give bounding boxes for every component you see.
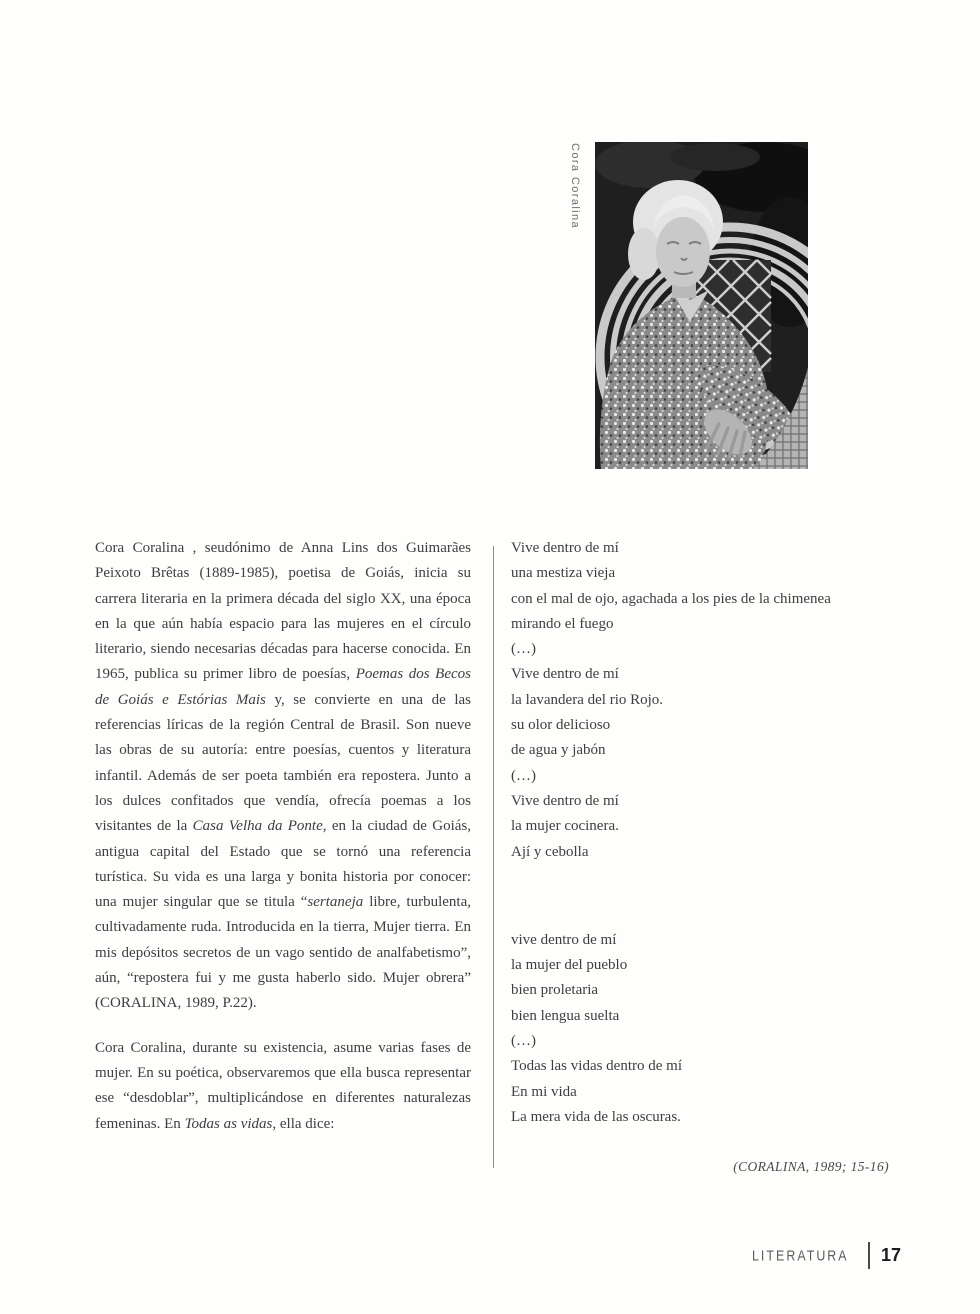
page-footer: [752, 1240, 901, 1270]
poem-line: Vive dentro de mí: [511, 666, 619, 683]
text-run: libre, turbulenta, cultivadamente ruda. Introducida en la tierra, Mujer tierra. En mis depósitos secretos de un vago sentido de analfabetismo”, aún, “repostera fui y me gusta haberlo sido. Mujer obrera” (CORALINA, 1989, P.22).: [95, 894, 471, 1012]
poem-line: (…): [511, 767, 536, 784]
italic-text-run: Poemas dos Becos de Goiás e Estórias Mais: [95, 666, 471, 708]
section-label: LITERATURA: [752, 1246, 849, 1264]
hair-side: [628, 228, 660, 280]
poem-line: una mestiza vieja: [511, 565, 616, 582]
text-run: y, se convierte en una de las referencias líricas de la región Central de Brasil. Son nueve las obras de su autoría: entre poesías, cuentos y literatura infantil. Además de ser poeta también era repostera. Junto a los dulces confitados que vendía, ofrecía poemas a los visitantes de la: [95, 691, 471, 835]
poem-column: [511, 536, 889, 1180]
poem-line: vive dentro de mí: [511, 931, 617, 948]
article-left-column: [95, 536, 471, 1137]
text-run: Cora Coralina, durante su existencia, asume varias fases de mujer. En su poética, observaremos que ella busca representar ese “desdoblar”, multiplicándose en diferentes naturalezas femeninas. En: [95, 1039, 471, 1132]
poem-line: la mujer cocinera.: [511, 818, 619, 835]
italic-text-run: Todas as vidas: [184, 1115, 273, 1132]
poem-line: En mi vida: [511, 1083, 577, 1100]
poem-line: bien proletaria: [511, 982, 599, 999]
poem-line: la lavandera del rio Rojo.: [511, 691, 664, 708]
poem-line: su olor delicioso: [511, 717, 611, 734]
poem-line: (…): [511, 641, 536, 658]
poem-line: Vive dentro de mí: [511, 792, 619, 809]
photo-caption: Cora Coralina: [569, 143, 581, 230]
italic-text-run: sertaneja: [307, 894, 364, 911]
text-run: Cora Coralina , seudónimo de Anna Lins dos Guimarães Peixoto Brêtas (1889-1985), poetisa de Goiás, inicia su carrera literaria en la primera década del siglo XX, una época en la que aún había espacio para las mujeres en el círculo literario, siendo necesarias décadas para hacerse conocida. En 1965, publica su primer libro de poesías,: [95, 540, 471, 683]
poem-citation: (CORALINA, 1989; 15-16): [733, 1159, 889, 1175]
poem-line: con el mal de ojo, agachada a los pies de la chimenea: [511, 590, 831, 607]
poem-stanza-2: [511, 928, 889, 1130]
face: [656, 217, 710, 287]
poem-line: bien lengua suelta: [511, 1007, 620, 1024]
poem-line: Vive dentro de mí: [511, 540, 619, 556]
footer-divider-bar: [868, 1242, 870, 1269]
portrait-photo-graphic: [595, 142, 808, 469]
column-divider: [493, 546, 494, 1168]
poem-line: de agua y jabón: [511, 742, 606, 759]
page-number: 17: [881, 1244, 902, 1265]
cora-coralina-photo: [595, 142, 808, 469]
poem-line: Ají y cebolla: [511, 843, 589, 860]
poem-line: la mujer del pueblo: [511, 957, 628, 974]
italic-text-run: Casa Velha da Ponte: [192, 818, 323, 835]
text-run: , en la ciudad de Goiás, antigua capital del Estado que se tornó una referencia turística. Su vida es una larga y bonita historia por conocer: una mujer singular que se titula “: [95, 818, 472, 911]
poem-stanza-1: [511, 536, 889, 865]
bio-paragraph-2: [95, 1036, 471, 1137]
bio-paragraph-1: [95, 536, 471, 1017]
text-run: , ella dice:: [272, 1115, 335, 1132]
poem-line: La mera vida de las oscuras.: [511, 1108, 681, 1125]
poem-line: (…): [511, 1033, 536, 1050]
poem-line: mirando el fuego: [511, 615, 614, 632]
poem-line: Todas las vidas dentro de mí: [511, 1058, 682, 1075]
